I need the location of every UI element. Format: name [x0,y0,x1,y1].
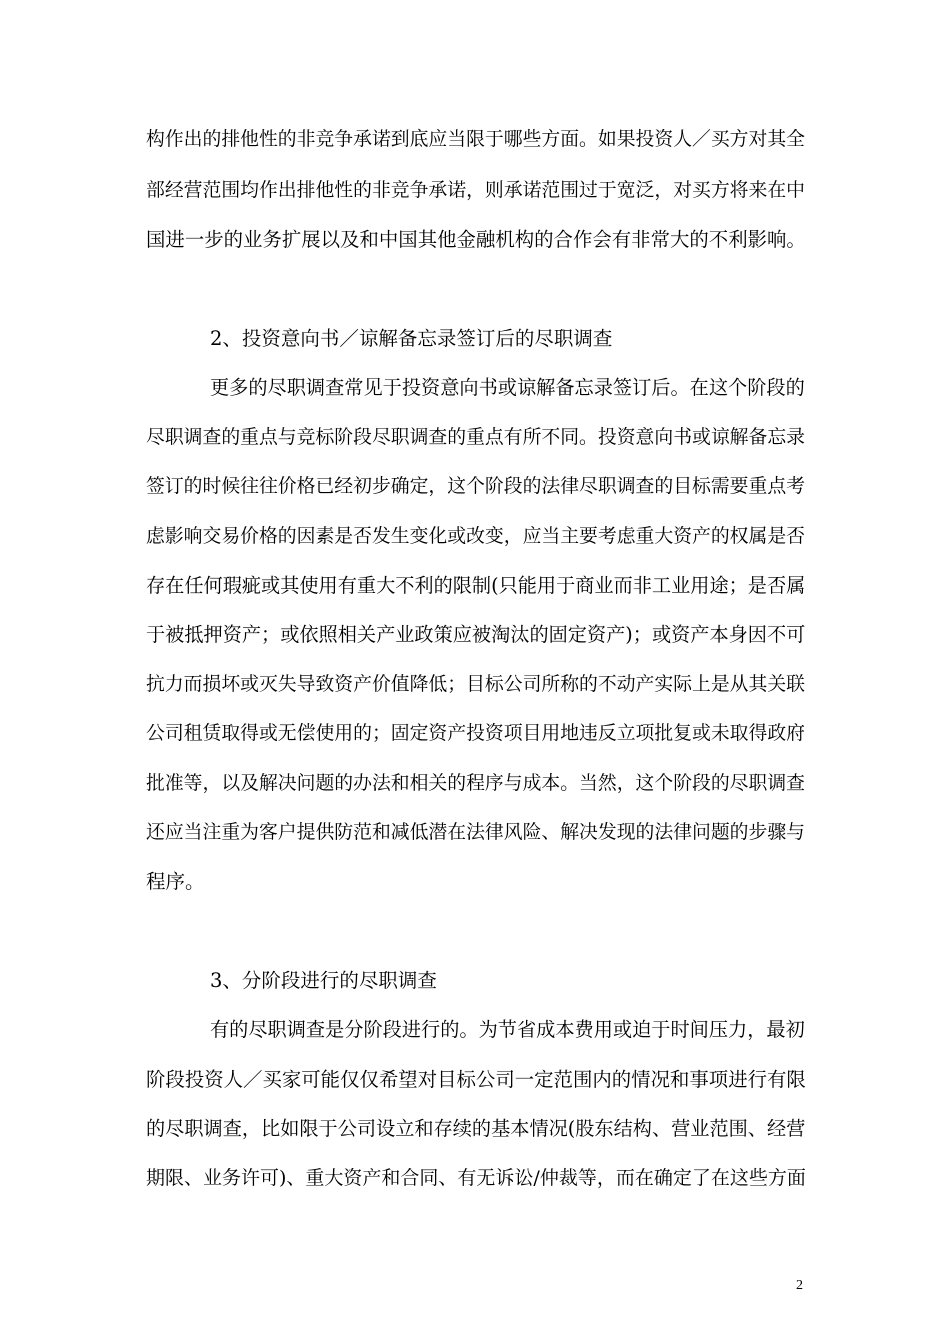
paragraph-3-line-1: 有的尽职调查是分阶段进行的。为节省成本费用或迫于时间压力，最初 [210,1018,805,1041]
paragraph-2-line-4: 虑影响交易价格的因素是否发生变化或改变，应当主要考虑重大资产的权属是否 [146,526,805,547]
section-heading-2: 2、投资意向书／谅解备忘录签订后的尽职调查 [210,327,613,350]
paragraph-2-line-7: 抗力而损坏或灭失导致资产价值降低；目标公司所称的不动产实际上是从其关联 [146,674,805,695]
paragraph-2-line-1: 更多的尽职调查常见于投资意向书或谅解备忘录签订后。在这个阶段的 [210,376,805,399]
paragraph-1-line-1: 构作出的排他性的非竞争承诺到底应当限于哪些方面。如果投资人／买方对其全 [146,129,805,150]
section-heading-3: 3、分阶段进行的尽职调查 [210,969,437,992]
paragraph-1-line-3: 国进一步的业务扩展以及和中国其他金融机构的合作会有非常大的不利影响。 [146,228,806,251]
paragraph-3-line-2: 阶段投资人／买家可能仅仅希望对目标公司一定范围内的情况和事项进行有限 [146,1068,806,1091]
paragraph-3-line-3: 的尽职调查，比如限于公司设立和存续的基本情况(股东结构、营业范围、经营 [146,1117,806,1140]
paragraph-2-line-10: 还应当注重为客户提供防范和减低潜在法律风险、解决发现的法律问题的步骤与 [146,822,805,843]
paragraph-2-line-8: 公司租赁取得或无偿使用的；固定资产投资项目用地违反立项批复或未取得政府 [146,723,805,744]
paragraph-2-line-11: 程序。 [146,870,205,893]
paragraph-2-line-5: 存在任何瑕疵或其使用有重大不利的限制(只能用于商业而非工业用途；是否属 [146,574,806,597]
paragraph-3-line-4: 期限、业务许可)、重大资产和合同、有无诉讼/仲裁等，而在确定了在这些方面 [146,1167,806,1189]
paragraph-2-line-3: 签订的时候往往价格已经初步确定，这个阶段的法律尽职调查的目标需要重点考 [146,476,805,497]
paragraph-2-line-9: 批准等，以及解决问题的办法和相关的程序与成本。当然，这个阶段的尽职调查 [146,773,805,794]
paragraph-2-line-2: 尽职调查的重点与竞标阶段尽职调查的重点有所不同。投资意向书或谅解备忘录 [146,427,805,448]
paragraph-2-line-6: 于被抵押资产；或依照相关产业政策应被淘汰的固定资产)；或资产本身因不可 [146,623,806,646]
page-number: 2 [796,1278,803,1293]
paragraph-1-line-2: 部经营范围均作出排他性的非竞争承诺，则承诺范围过于宽泛，对买方将来在中 [146,180,805,201]
